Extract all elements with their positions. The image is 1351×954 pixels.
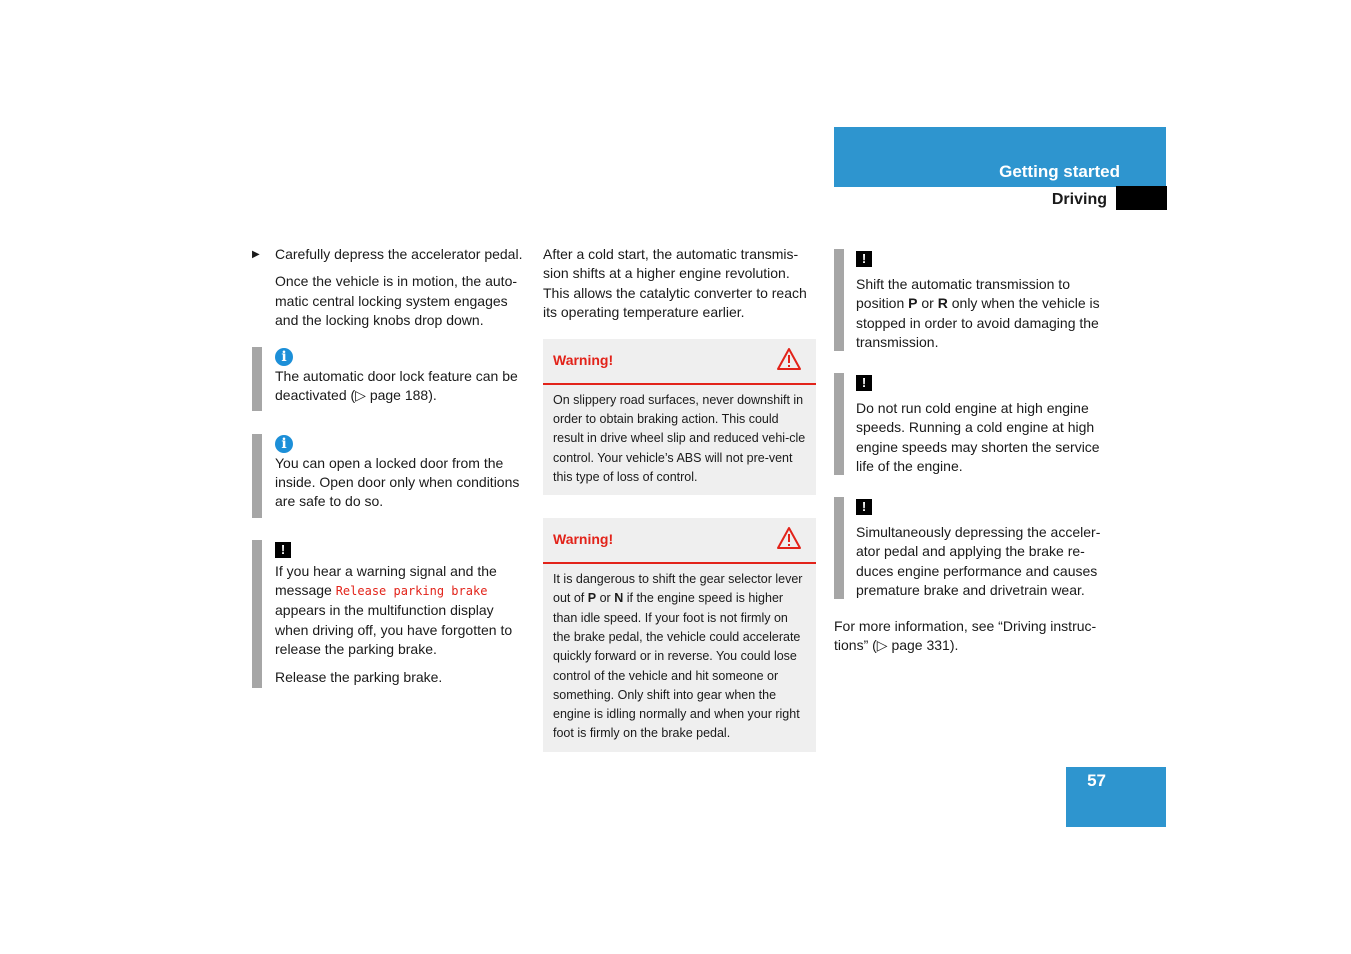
caution-note	[834, 497, 1110, 599]
gear-position-r: R	[937, 295, 948, 312]
info-text: You can open a locked door from the inside. Open door only when conditions are safe to do so.	[275, 454, 520, 510]
step-detail: Once the vehicle is in motion, the auto-matic central locking system engages and the locking knobs drop down.	[275, 273, 518, 329]
caution-icon: !	[856, 499, 872, 515]
column-middle	[543, 245, 816, 752]
note-bar	[834, 373, 844, 475]
warning-text	[543, 564, 816, 752]
caution-text-part: or	[921, 295, 934, 312]
intro-text: After a cold start, the automatic transmis-sion shifts at a higher engine revolution. This allows the catalytic converter to reach its operating temperature earlier.	[543, 246, 807, 321]
caution-action: Release the parking brake.	[275, 668, 443, 685]
note-bar	[252, 434, 262, 518]
caution-text	[275, 562, 528, 660]
caution-note	[834, 373, 1110, 475]
info-text: The automatic door lock feature can be deactivated (▷ page 188).	[275, 367, 518, 404]
caution-text-part: appears in the multifunction display when driving off, you have forgotten to release the parking brake.	[275, 602, 513, 658]
warning-text-part: if the engine speed is higher than idle speed. If your foot is not firmly on the brake pedal, the vehicle could accelerate quickly forward or in reverse. You could lose control of the vehicle and hit someone or something. Only shift into gear when the engine is idling normally and when your right foot is firmly on the brake pedal.	[553, 591, 801, 741]
caution-note	[252, 540, 528, 688]
warning-label: Warning!	[553, 351, 614, 368]
note-bar	[834, 497, 844, 599]
note-bar	[252, 540, 262, 688]
caution-icon: !	[275, 542, 291, 558]
caution-text: Simultaneously depressing the acceler-ator pedal and applying the brake re-duces engine performance and causes premature brake and drivetrain wear.	[856, 524, 1101, 599]
warning-text-part: It is dangerous to shift the gear selector lever out of	[553, 572, 803, 606]
bullet-arrow-icon: ▶	[252, 249, 260, 260]
page-number: 57	[1087, 771, 1106, 790]
section-header-band	[834, 127, 1166, 187]
more-info-text: For more information, see “Driving instruc-tions” (▷ page 331).	[834, 618, 1097, 654]
subsection-title: Driving	[1051, 191, 1107, 208]
info-icon: i	[275, 435, 293, 453]
warning-header	[543, 518, 816, 564]
warning-text: On slippery road surfaces, never downshift in order to obtain braking action. This could result in drive wheel slip and reduced vehi-cle control. Your vehicle’s ABS will not pre-vent this type of loss of control.	[553, 392, 806, 484]
caution-text	[856, 275, 1110, 353]
caution-text-part: only when the vehicle is stopped in order to avoid damaging the transmission.	[856, 295, 1100, 351]
note-bar	[252, 347, 262, 411]
note-bar	[834, 249, 844, 351]
gear-position-p: P	[587, 591, 597, 606]
warning-box	[543, 339, 816, 495]
warning-triangle-icon	[776, 347, 802, 371]
warning-triangle-icon	[776, 526, 802, 550]
column-left	[252, 245, 528, 688]
warning-label: Warning!	[553, 531, 614, 548]
page-number-box	[1066, 767, 1166, 827]
caution-text: Do not run cold engine at high engine speeds. Running a cold engine at high engine speeds may shorten the service life of the engine.	[856, 400, 1100, 475]
caution-text-part: If you hear a warning signal and the message	[275, 562, 497, 599]
caution-icon: !	[856, 375, 872, 391]
subsection-marker	[1116, 186, 1167, 210]
column-right	[834, 245, 1110, 656]
display-message: Release parking brake	[335, 584, 488, 599]
step-text: Carefully depress the accelerator pedal.	[275, 246, 523, 262]
section-title: Getting started	[999, 161, 1120, 181]
gear-position-p: P	[908, 295, 918, 312]
info-icon: i	[275, 348, 293, 366]
warning-text-part: or	[599, 591, 611, 606]
step-item	[252, 245, 528, 264]
caution-text-part: Shift the automatic transmission to position	[856, 276, 1070, 312]
info-note	[252, 347, 528, 411]
info-note	[252, 434, 528, 518]
warning-header	[543, 339, 816, 385]
warning-box	[543, 518, 816, 752]
caution-note	[834, 249, 1110, 351]
gear-position-n: N	[614, 591, 624, 606]
caution-icon: !	[856, 251, 872, 267]
